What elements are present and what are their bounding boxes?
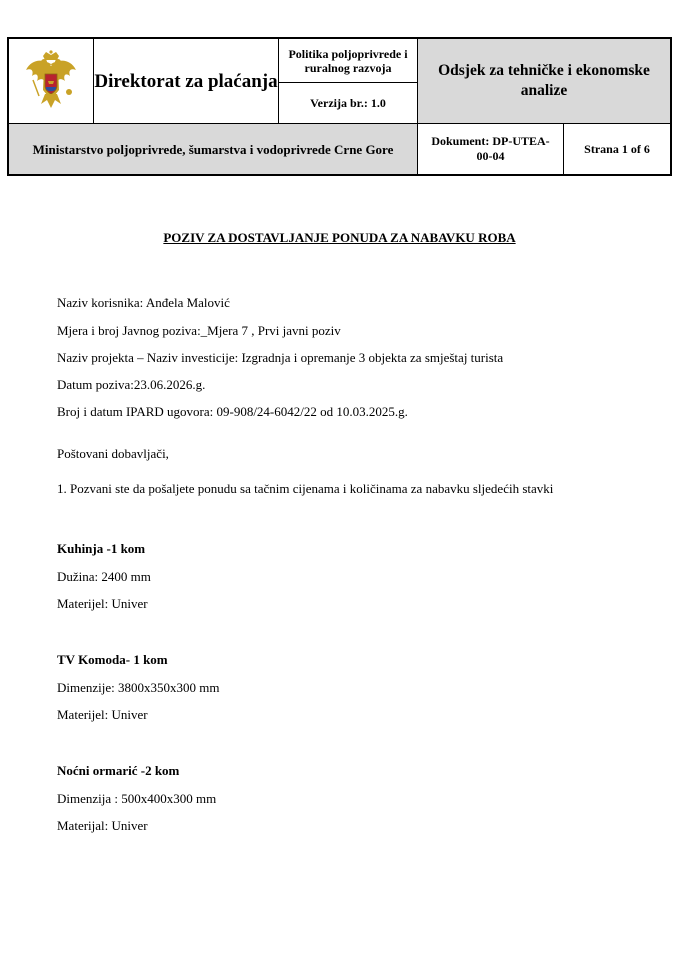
document-header <box>7 37 672 176</box>
document-code: Dokument: DP-UTEA-00-04 <box>418 124 564 174</box>
item-name: TV Komoda- 1 kom <box>57 652 168 667</box>
info-korisnik: Naziv korisnika: Anđela Malović <box>57 295 230 310</box>
item-material: Materijel: Univer <box>57 596 148 611</box>
logo-cell <box>9 39 94 124</box>
org-title: Direktorat za plaćanja <box>94 39 279 124</box>
item-dimension: Dimenzija : 500x400x300 mm <box>57 791 217 806</box>
info-ugovor: Broj i datum IPARD ugovora: 09-908/24-6042/22 od 10.03.2025.g. <box>57 404 408 419</box>
item-material: Materijal: Univer <box>57 818 148 833</box>
coat-of-arms-icon <box>23 50 79 112</box>
info-projekat: Naziv projekta – Naziv investicije: Izgradnja i opremanje 3 objekta za smještaj turista <box>57 350 504 365</box>
page-number: Strana 1 of 6 <box>584 141 650 156</box>
info-mjera: Mjera i broj Javnog poziva:_Mjera 7 , Prvi javni poziv <box>57 323 341 338</box>
ministry-label: Ministarstvo poljoprivrede, šumarstva i vodoprivrede Crne Gore <box>9 124 418 174</box>
greeting: Poštovani dobavljači, <box>57 446 169 461</box>
intro-paragraph: 1. Pozvani ste da pošaljete ponudu sa tačnim cijenama i količinama za nabavku sljedećih stavki <box>57 481 554 496</box>
document-title: POZIV ZA DOSTAVLJANJE PONUDA ZA NABAVKU ROBA <box>163 230 516 245</box>
info-datum: Datum poziva:23.06.2026.g. <box>57 377 206 392</box>
item-material: Materijel: Univer <box>57 707 148 722</box>
item-dimension: Dužina: 2400 mm <box>57 569 151 584</box>
item-dimension: Dimenzije: 3800x350x300 mm <box>57 680 220 695</box>
item-name: Kuhinja -1 kom <box>57 541 146 556</box>
policy-label: Politika poljoprivrede i ruralnog razvoja <box>279 39 418 83</box>
version-label: Verzija br.: 1.0 <box>279 83 418 124</box>
section-label: Odsjek za tehničke i ekonomske analize <box>418 39 670 124</box>
item-name: Noćni ormarić -2 kom <box>57 763 180 778</box>
